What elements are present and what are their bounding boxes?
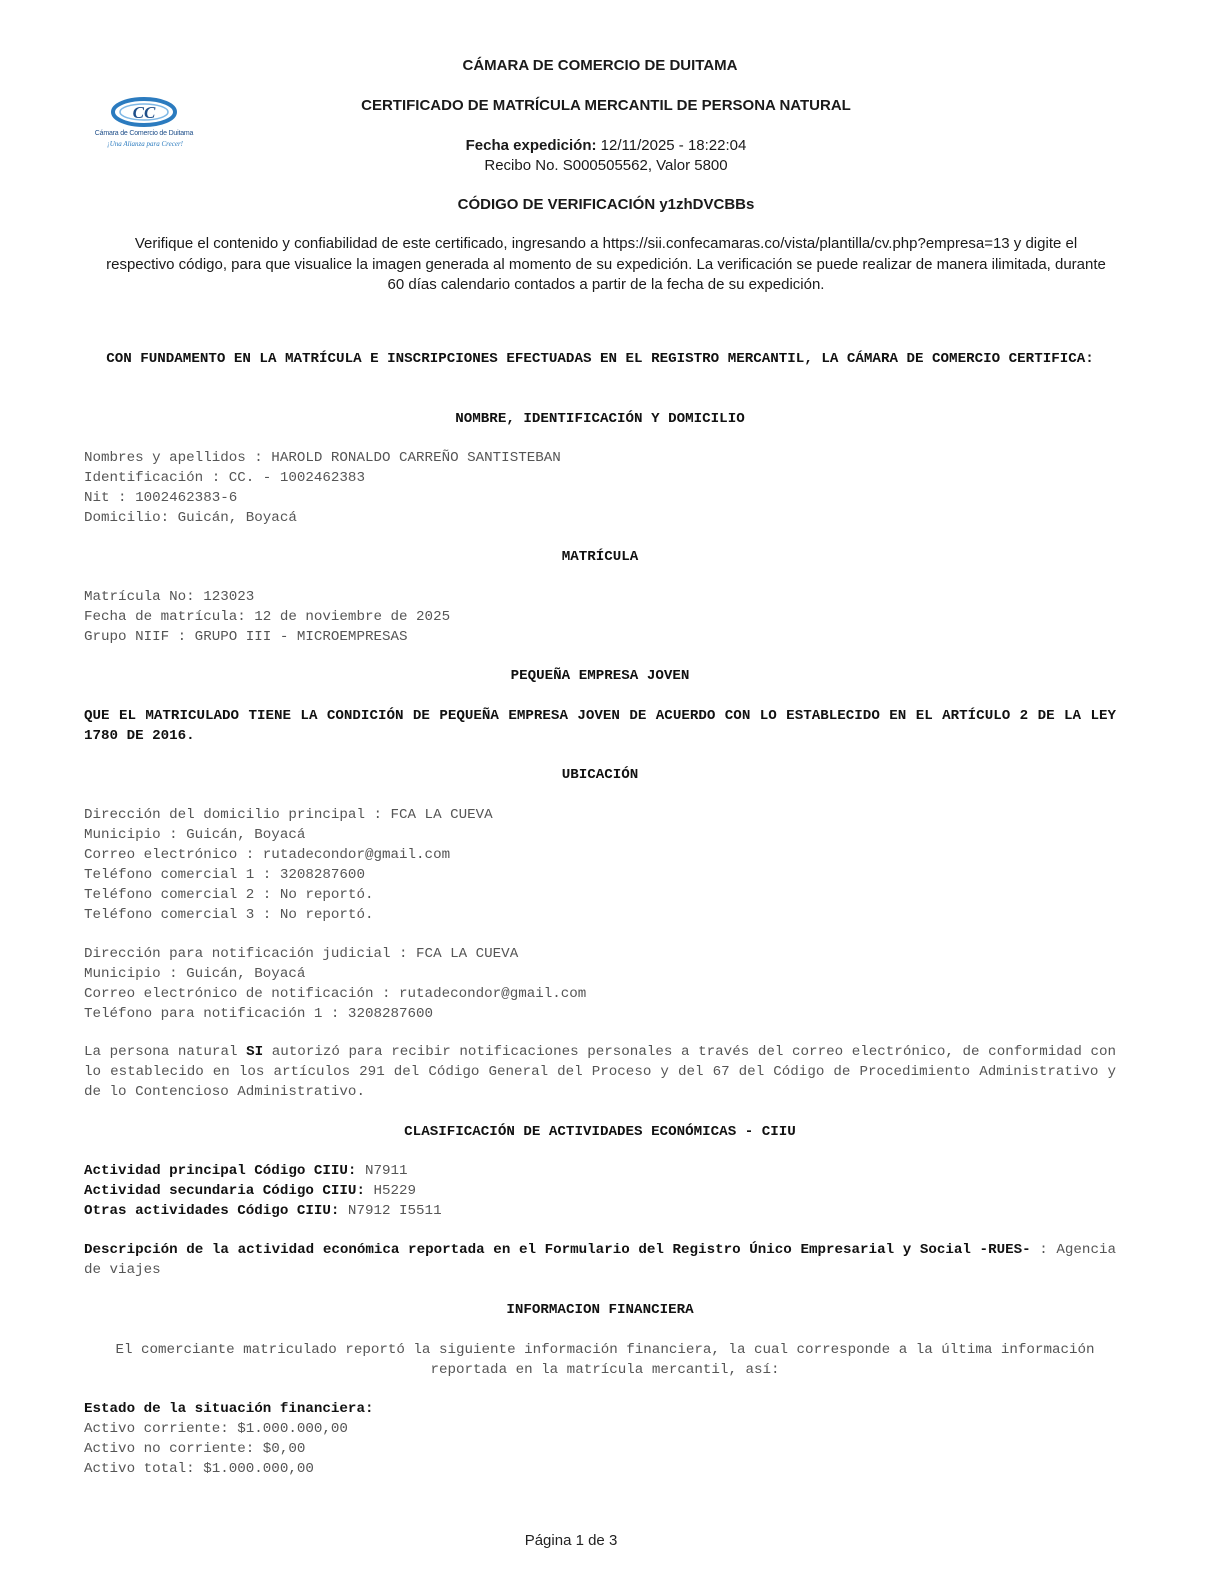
ciiu-block [84,1161,1116,1221]
logo-slogan: ¡Una Alianza para Crecer! [106,140,184,148]
ciiu-other-activities: Otras actividades Código CIIU: N7912 I5511 [84,1203,442,1219]
receipt-info: Recibo No. S000505562, Valor 5800 [484,157,728,174]
activity-description-value: : Agencia de viajes [84,1242,1116,1278]
identity-name: Nombres y apellidos : HAROLD RONALDO CARREÑO SANTISTEBAN [84,450,561,466]
certificate-title: CERTIFICADO DE MATRÍCULA MERCANTIL DE PERSONA NATURAL [361,97,851,114]
notification-si: SI [246,1044,264,1060]
total-assets: Activo total: $1.000.000,00 [84,1461,314,1477]
identity-domicile: Domicilio: Guicán, Boyacá [84,510,297,526]
ciiu-secondary-activity: Actividad secundaria Código CIIU: H5229 [84,1183,417,1199]
registration-date: Fecha de matrícula: 12 de noviembre de 2025 [84,609,451,625]
issue-date-value: 12/11/2025 - 18:22:04 [596,137,747,154]
identity-block [84,448,1116,528]
main-email: Correo electrónico : rutadecondor@gmail.com [84,847,451,863]
financial-section-title: INFORMACION FINANCIERA [506,1302,694,1318]
judicial-municipality: Municipio : Guicán, Boyacá [84,966,306,982]
commercial-phone-3: Teléfono comercial 3 : No reportó. [84,907,374,923]
location-section-title: UBICACIÓN [561,767,639,783]
financial-block [84,1399,1116,1479]
issue-date [6,137,1206,154]
notification-pre: La persona natural [84,1044,247,1060]
activity-description [84,1240,1116,1280]
main-address: Dirección del domicilio principal : FCA LA CUEVA [84,807,493,823]
judicial-address: Dirección para notificación judicial : FCA LA CUEVA [84,946,519,962]
commercial-phone-2: Teléfono comercial 2 : No reportó. [84,887,374,903]
notification-authorization [84,1042,1116,1102]
logo-name: Cámara de Comercio de Duitama [94,130,194,137]
issue-date-label: Fecha expedición: [465,137,597,154]
activity-description-label: Descripción de la actividad económica reportada en el Formulario del Registro Único Empresarial y Social -RUES- [84,1242,1031,1258]
chamber-name: CÁMARA DE COMERCIO DE DUITAMA [462,57,738,74]
main-municipality: Municipio : Guicán, Boyacá [84,827,306,843]
financial-state-label: Estado de la situación financiera: [84,1401,374,1417]
judicial-email: Correo electrónico de notificación : rutadecondor@gmail.com [84,986,587,1002]
commercial-phone-1: Teléfono comercial 1 : 3208287600 [84,867,365,883]
page-number: Página 1 de 3 [524,1532,618,1549]
verification-code: CÓDIGO DE VERIFICACIÓN y1zhDVCBBs [457,196,755,213]
registration-number: Matrícula No: 123023 [84,589,255,605]
registration-block [84,587,1116,647]
identity-section-title: NOMBRE, IDENTIFICACIÓN Y DOMICILIO [455,411,745,427]
judicial-phone: Teléfono para notificación 1 : 3208287600 [84,1006,434,1022]
identity-id: Identificación : CC. - 1002462383 [84,470,365,486]
ciiu-main-activity: Actividad principal Código CIIU: N7911 [84,1163,408,1179]
location-judicial-block [84,944,1116,1024]
registration-section-title: MATRÍCULA [561,549,639,565]
identity-nit: Nit : 1002462383-6 [84,490,238,506]
non-current-assets: Activo no corriente: $0,00 [84,1441,306,1457]
ciiu-section-title: CLASIFICACIÓN DE ACTIVIDADES ECONÓMICAS - CIIU [404,1124,796,1140]
verification-instructions: Verifique el contenido y confiabilidad de este certificado, ingresando a https://sii.confecamaras.co/vista/plantilla/cv.php?empresa=13 y digite el respectivo código, para que visualice la imagen generada al momento de su expedición. La verificación se puede realizar de manera ilimitada, durante 60 días calendario contados a partir de la fecha de su expedición. [106,235,1106,293]
intro-title: CON FUNDAMENTO EN LA MATRÍCULA E INSCRIPCIONES EFECTUADAS EN EL REGISTRO MERCANTIL, LA CÁMARA DE COMERCIO CERTIFICA: [106,351,1094,367]
young-company-text: QUE EL MATRICULADO TIENE LA CONDICIÓN DE PEQUEÑA EMPRESA JOVEN DE ACUERDO CON LO ESTABLECIDO EN EL ARTÍCULO 2 DE LA LEY 1780 DE 2016. [84,708,1116,744]
location-main-block [84,805,1116,925]
current-assets: Activo corriente: $1.000.000,00 [84,1421,348,1437]
registration-niif-group: Grupo NIIF : GRUPO III - MICROEMPRESAS [84,629,408,645]
svg-text:CC: CC [132,103,156,122]
young-company-section-title: PEQUEÑA EMPRESA JOVEN [510,668,690,684]
notification-post: autorizó para recibir notificaciones personales a través del correo electrónico, de conformidad con lo establecido en los artículos 291 del Código General del Proceso y del 67 del Código de Procedimiento Administrativo y de lo Contencioso Administrativo. [84,1044,1117,1100]
financial-intro: El comerciante matriculado reportó la siguiente información financiera, la cual corresponde a la última información reportada en la matrícula mercantil, así: [115,1342,1095,1378]
